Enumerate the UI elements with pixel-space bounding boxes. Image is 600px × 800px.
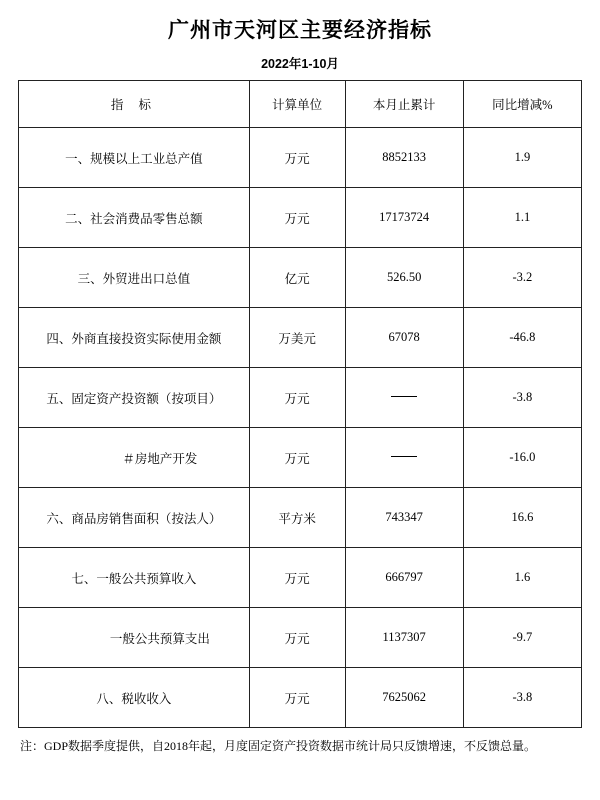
row-cumulative-value: 666797 xyxy=(345,548,463,608)
row-unit: 万元 xyxy=(249,128,345,188)
row-cumulative-value: 8852133 xyxy=(345,128,463,188)
table-row xyxy=(19,428,582,488)
row-label: 二、社会消费品零售总额 xyxy=(19,188,250,248)
column-header-indicator: 指 标 xyxy=(19,81,250,128)
table-note: 注：GDP数据季度提供，自2018年起，月度固定资产投资数据市统计局只反馈增速，不反馈总量。 xyxy=(20,739,537,753)
table-row xyxy=(19,668,582,728)
row-unit: 万美元 xyxy=(249,308,345,368)
row-unit: 万元 xyxy=(249,428,345,488)
row-change-value: -46.8 xyxy=(463,308,581,368)
row-label: ＃房地产开发 xyxy=(19,428,250,488)
document-page xyxy=(0,14,600,800)
table-header-row xyxy=(19,81,582,128)
row-change-value: 1.9 xyxy=(463,128,581,188)
row-unit: 万元 xyxy=(249,548,345,608)
column-header-cumulative: 本月止累计 xyxy=(345,81,463,128)
row-change-value: 1.6 xyxy=(463,548,581,608)
table-row xyxy=(19,248,582,308)
row-label: 六、商品房销售面积（按法人） xyxy=(19,488,250,548)
row-cumulative-value: 7625062 xyxy=(345,668,463,728)
row-label: 一、规模以上工业总产值 xyxy=(19,128,250,188)
no-data-dash xyxy=(391,396,417,397)
row-unit: 平方米 xyxy=(249,488,345,548)
row-cumulative-value: 17173724 xyxy=(345,188,463,248)
row-change-value: -9.7 xyxy=(463,608,581,668)
row-cumulative-value xyxy=(345,428,463,488)
row-change-value: 16.6 xyxy=(463,488,581,548)
table-header xyxy=(19,81,582,128)
row-label: 一般公共预算支出 xyxy=(19,608,250,668)
row-change-value: -3.8 xyxy=(463,668,581,728)
table-row xyxy=(19,608,582,668)
row-label: 三、外贸进出口总值 xyxy=(19,248,250,308)
table-row xyxy=(19,548,582,608)
table-row xyxy=(19,368,582,428)
table-body xyxy=(19,128,582,728)
economic-indicators-table xyxy=(18,80,582,728)
page-subtitle: 2022年1-10月 xyxy=(261,57,339,71)
table-row xyxy=(19,488,582,548)
row-unit: 万元 xyxy=(249,368,345,428)
table-row xyxy=(19,308,582,368)
row-cumulative-value xyxy=(345,368,463,428)
table-row xyxy=(19,188,582,248)
row-cumulative-value: 1137307 xyxy=(345,608,463,668)
page-title: 广州市天河区主要经济指标 xyxy=(168,18,432,42)
row-cumulative-value: 526.50 xyxy=(345,248,463,308)
row-change-value: -16.0 xyxy=(463,428,581,488)
row-change-value: 1.1 xyxy=(463,188,581,248)
row-label: 七、一般公共预算收入 xyxy=(19,548,250,608)
row-unit: 万元 xyxy=(249,608,345,668)
row-unit: 万元 xyxy=(249,188,345,248)
row-label: 八、税收收入 xyxy=(19,668,250,728)
row-label: 五、固定资产投资额（按项目） xyxy=(19,368,250,428)
row-cumulative-value: 743347 xyxy=(345,488,463,548)
column-header-unit: 计算单位 xyxy=(249,81,345,128)
no-data-dash xyxy=(391,456,417,457)
table-row xyxy=(19,128,582,188)
row-change-value: -3.2 xyxy=(463,248,581,308)
row-cumulative-value: 67078 xyxy=(345,308,463,368)
row-label: 四、外商直接投资实际使用金额 xyxy=(19,308,250,368)
row-change-value: -3.8 xyxy=(463,368,581,428)
row-unit: 亿元 xyxy=(249,248,345,308)
row-unit: 万元 xyxy=(249,668,345,728)
column-header-change: 同比增减% xyxy=(463,81,581,128)
